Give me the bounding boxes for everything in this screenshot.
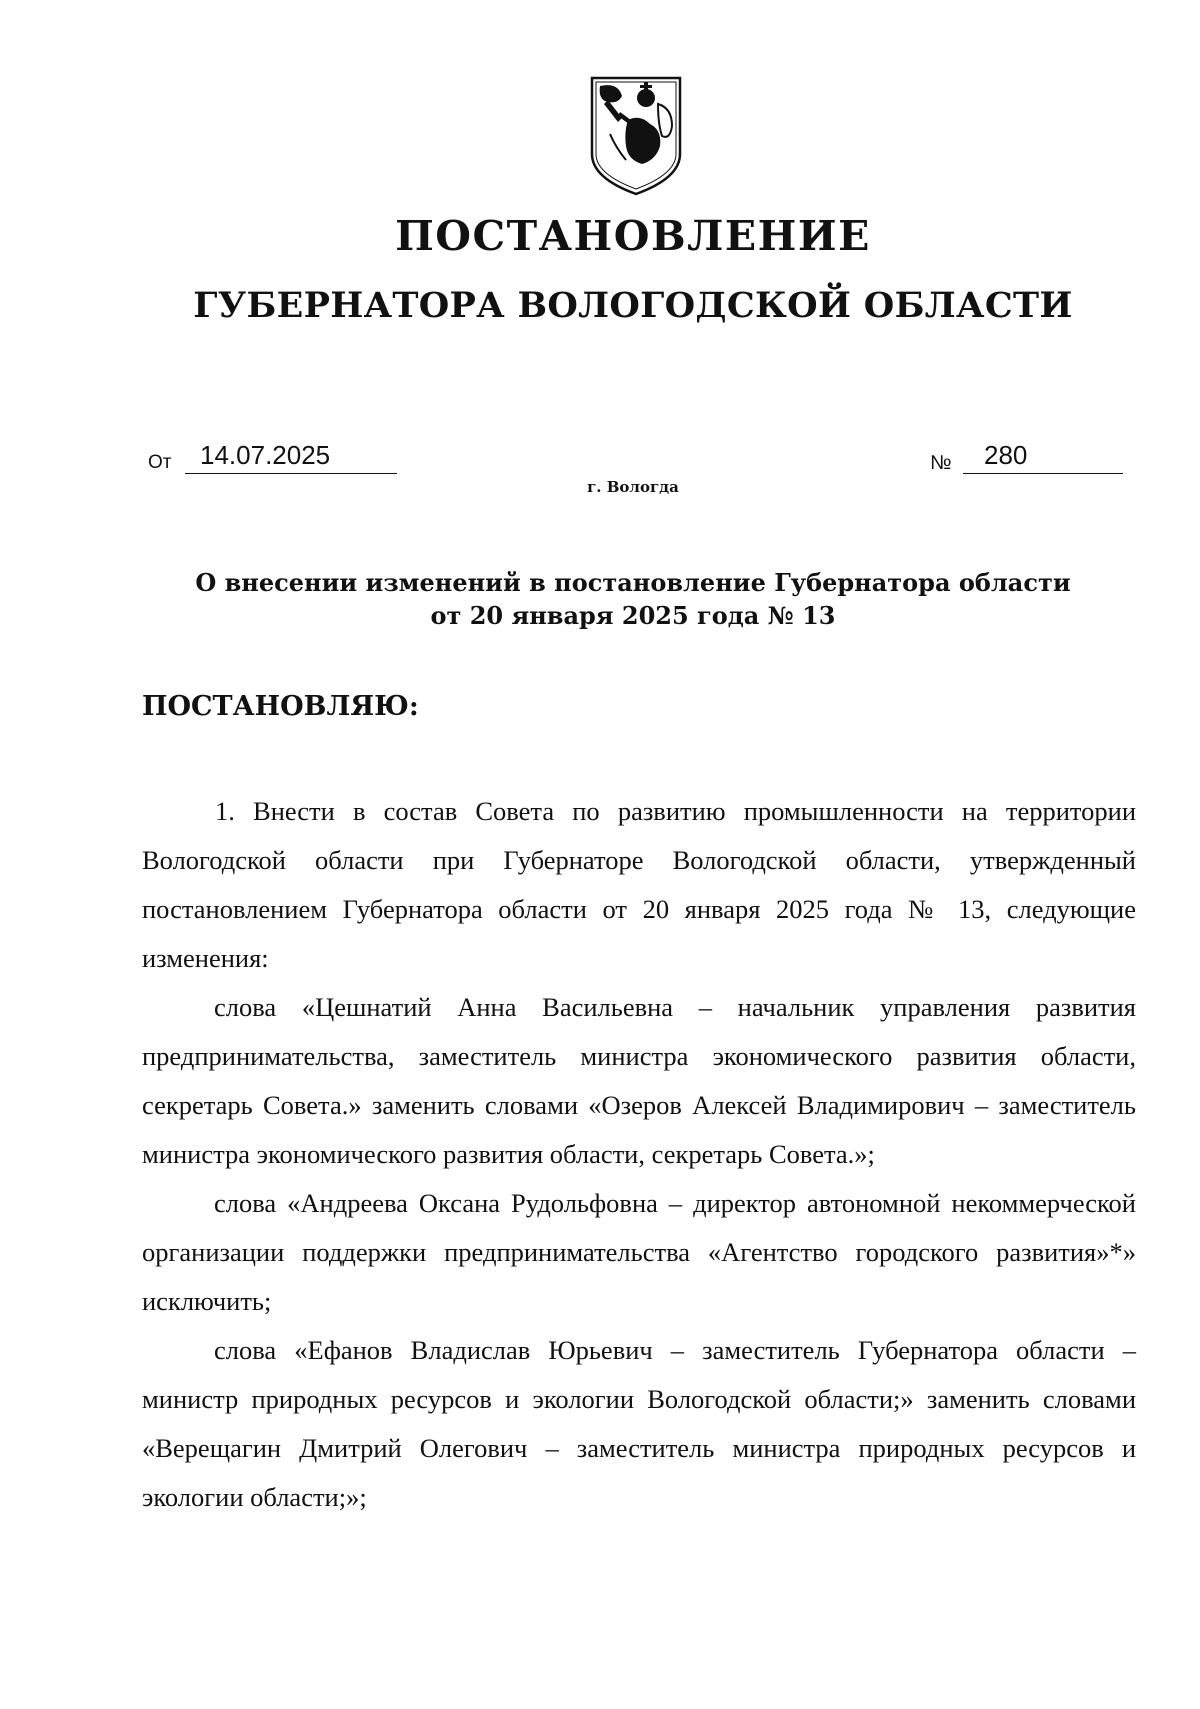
subject-line-1: О внесении изменений в постановление Губернатора области [195, 568, 1071, 597]
subject-line-2: от 20 января 2025 года № 13 [430, 601, 836, 630]
number-label: № [930, 452, 952, 474]
number-underline [963, 473, 1123, 474]
document-subject [0, 566, 1200, 632]
document-issuer: ГУБЕРНАТОРА ВОЛОГОДСКОЙ ОБЛАСТИ [193, 285, 1073, 326]
paragraph-1: 1. Внести в состав Совета по развитию промышленности на территории Вологодской области при Губернаторе Вологодской области, утвержденный постановлением Губернатора области от 20 января 2025 года № 13, следующие изменения: [142, 796, 1136, 973]
document-title: ПОСТАНОВЛЕНИЕ [395, 212, 871, 260]
document-body [142, 787, 1136, 1522]
document-number: 280 [984, 440, 1028, 470]
paragraph-3: слова «Андреева Оксана Рудольфовна – директор автономной некоммерческой организации поддержки предпринимательства «Агентство городского развития»*» исключить; [142, 1188, 1136, 1316]
document-date: 14.07.2025 [200, 440, 331, 470]
coat-of-arms-icon [588, 74, 684, 196]
decree-heading: ПОСТАНОВЛЯЮ: [142, 691, 419, 722]
date-underline [185, 473, 397, 474]
city-name: г. Вологда [587, 478, 679, 496]
paragraph-4: слова «Ефанов Владислав Юрьевич – заместитель Губернатора области – министр природных ресурсов и экологии Вологодской области;» заменить словами «Верещагин Дмитрий Олегович – заместитель министра природных ресурсов и экологии области;»; [142, 1335, 1136, 1512]
paragraph-2: слова «Цешнатий Анна Васильевна – начальник управления развития предпринимательства, заместитель министра экономического развития области, секретарь Совета.» заменить словами «Озеров Алексей Владимирович – заместитель министра экономического развития области, секретарь Совета.»; [142, 992, 1136, 1169]
date-label: От [148, 452, 172, 473]
